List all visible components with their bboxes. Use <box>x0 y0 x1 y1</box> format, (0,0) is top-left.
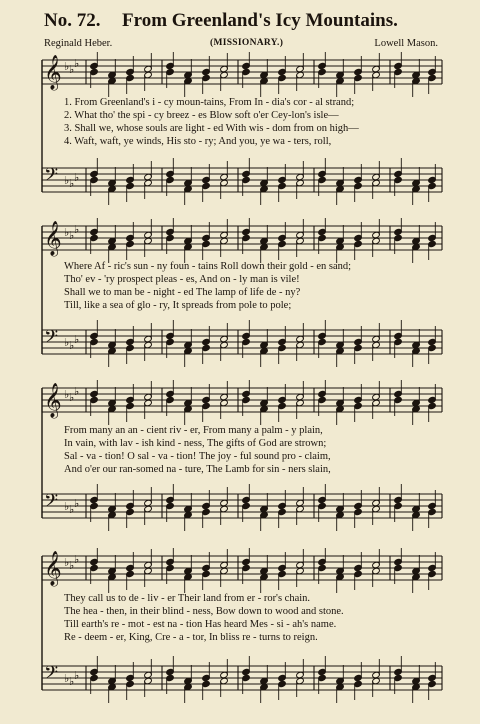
flat-icon: ♭ <box>69 675 75 688</box>
lyric-verse-4: 4. Waft, waft, ye winds, His sto - ry; And you, ye wa - ters, roll, <box>64 136 332 147</box>
flat-icon: ♭ <box>74 669 80 682</box>
bass-staff <box>42 320 442 367</box>
lyrics-block <box>64 424 444 476</box>
lyric-verse-1: Where Af - ric's sun - ny foun - tains Roll down their gold - en sand; <box>64 261 352 272</box>
flat-icon: ♭ <box>69 339 75 352</box>
lyric-verse-2: Tho' ev - 'ry prospect pleas - es, And on - ly man is vile! <box>64 274 300 285</box>
flat-icon: ♭ <box>69 391 75 404</box>
treble-staff <box>42 218 442 263</box>
hymn-header <box>40 10 450 36</box>
flat-icon: ♭ <box>64 336 70 349</box>
lyric-verse-4: And o'er our ran-somed na - ture, The Lamb for sin - ners slain, <box>64 464 331 475</box>
flat-icon: ♭ <box>74 497 80 510</box>
flat-icon: ♭ <box>74 171 80 184</box>
lyric-verse-3: Sal - va - tion! O sal - va - tion! The joy - ful sound pro - claim, <box>64 451 331 462</box>
treble-staff <box>42 548 442 593</box>
flat-icon: ♭ <box>64 500 70 513</box>
music-system-1 <box>38 52 446 208</box>
treble-clef-icon: 𝄞 <box>44 55 62 90</box>
lyricist-credit: Reginald Heber. <box>44 38 113 49</box>
lyric-verse-1: They call us to de - liv - er Their land from er - ror's chain. <box>64 593 311 604</box>
music-system-4 <box>38 548 446 710</box>
bass-staff <box>42 158 442 205</box>
bass-staff <box>42 484 442 531</box>
lyric-verse-2: 2. What tho' the spi - cy breez - es Blow soft o'er Cey-lon's isle— <box>64 110 339 121</box>
lyric-verse-4: Re - deem - er, King, Cre - a - tor, In bliss re - turns to reign. <box>64 632 318 643</box>
bass-clef-icon: 𝄢 <box>44 327 59 352</box>
flat-icon: ♭ <box>74 385 80 398</box>
lyric-verse-4: Till, like a sea of glo - ry, It spreads from pole to pole; <box>64 300 292 311</box>
treble-clef-icon: 𝄞 <box>44 551 62 586</box>
lyric-verse-3: Shall we to man be - night - ed The lamp of life de - ny? <box>64 287 301 298</box>
lyric-verse-3: 3. Shall we, whose souls are light - ed With wis - dom from on high— <box>64 123 359 134</box>
lyrics-block <box>64 260 444 312</box>
bass-clef-icon: 𝄢 <box>44 165 59 190</box>
hymn-number: No. 72. <box>44 10 101 31</box>
flat-icon: ♭ <box>69 177 75 190</box>
flat-icon: ♭ <box>64 672 70 685</box>
lyric-verse-1: From many an an - cient riv - er, From many a palm - y plain, <box>64 425 323 436</box>
flat-icon: ♭ <box>69 559 75 572</box>
flat-icon: ♭ <box>74 553 80 566</box>
music-system-3 <box>38 380 446 534</box>
bass-clef-icon: 𝄢 <box>44 491 59 516</box>
tune-name: (MISSIONARY.) <box>210 38 284 48</box>
lyric-verse-2: The hea - then, in their blind - ness, Bow down to wood and stone. <box>64 606 344 617</box>
lyrics-block <box>64 96 444 148</box>
bass-clef-icon: 𝄢 <box>44 663 59 688</box>
lyrics-block <box>64 592 444 644</box>
flat-icon: ♭ <box>64 556 70 569</box>
flat-icon: ♭ <box>64 226 70 239</box>
treble-clef-icon: 𝄞 <box>44 383 62 418</box>
flat-icon: ♭ <box>69 503 75 516</box>
flat-icon: ♭ <box>74 333 80 346</box>
hymn-credits <box>40 38 450 52</box>
flat-icon: ♭ <box>74 223 80 236</box>
treble-staff <box>42 380 442 425</box>
flat-icon: ♭ <box>69 63 75 76</box>
flat-icon: ♭ <box>64 174 70 187</box>
music-system-2 <box>38 218 446 370</box>
lyric-verse-1: 1. From Greenland's i - cy moun-tains, From In - dia's cor - al strand; <box>64 97 355 108</box>
composer-credit: Lowell Mason. <box>374 38 438 49</box>
treble-staff <box>42 52 442 97</box>
treble-clef-icon: 𝄞 <box>44 221 62 256</box>
flat-icon: ♭ <box>64 60 70 73</box>
flat-icon: ♭ <box>74 57 80 70</box>
lyric-verse-2: In vain, with lav - ish kind - ness, The gifts of God are strown; <box>64 438 327 449</box>
flat-icon: ♭ <box>69 229 75 242</box>
hymn-title: From Greenland's Icy Mountains. <box>122 10 398 31</box>
bass-staff <box>42 656 442 703</box>
flat-icon: ♭ <box>64 388 70 401</box>
lyric-verse-3: Till earth's re - mot - est na - tion Has heard Mes - si - ah's name. <box>64 619 337 630</box>
